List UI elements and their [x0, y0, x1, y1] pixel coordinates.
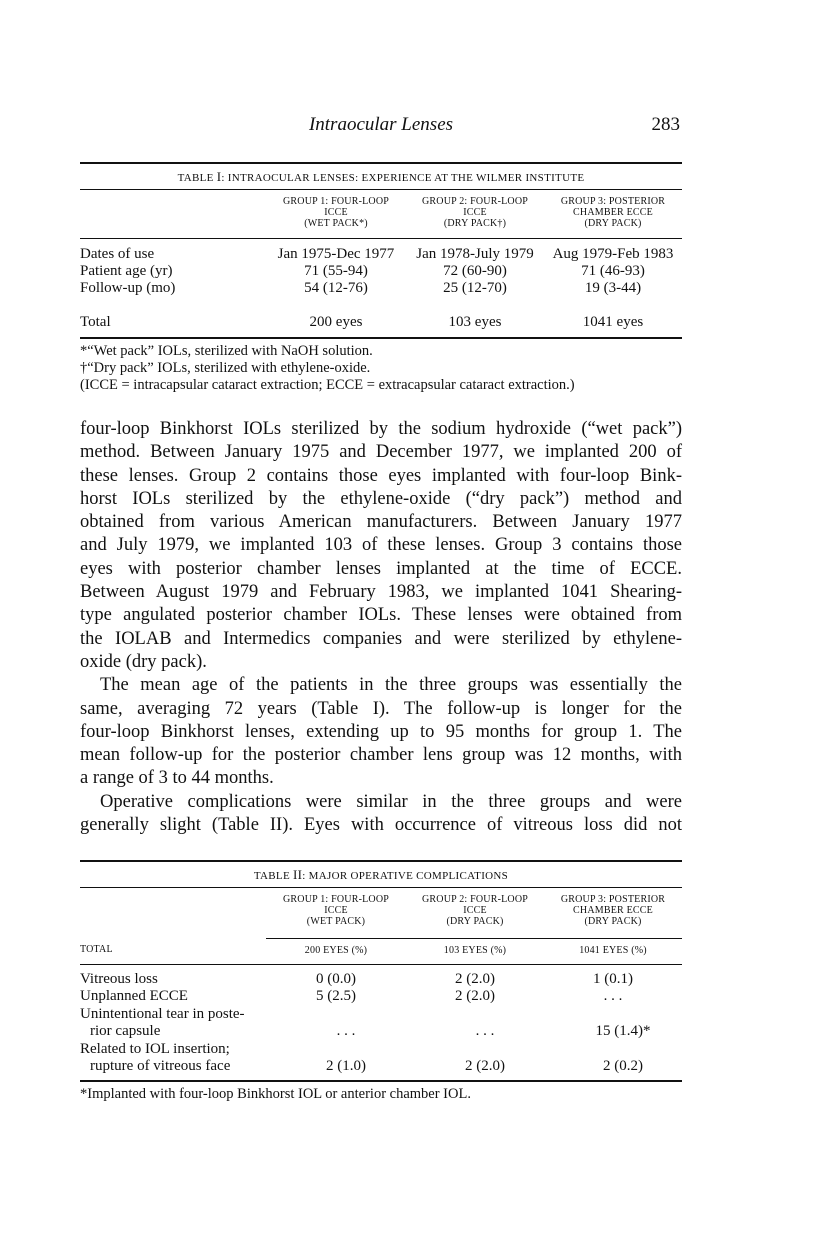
table-1-header-row — [80, 190, 682, 238]
footnote: *“Wet pack” IOLs, sterilized with NaOH solution. — [80, 343, 373, 359]
table-row: Unintentional tear in poste- — [80, 1005, 245, 1022]
table-row: Patient age (yr) 71 (55-94) 72 (60-90) 71 (46-93) — [80, 263, 645, 279]
paragraph: Operative complications were similar in the three groups and were generally slight (Table II). Eyes with occurrence of vitreous loss did not — [80, 791, 682, 836]
column-header: GROUP 3: POSTERIOR CHAMBER ECCE (DRY PACK) — [560, 894, 666, 927]
table-1-footnotes — [80, 339, 682, 394]
column-header: GROUP 2: FOUR-LOOP ICCE (DRY PACK†) — [421, 196, 529, 229]
table-2-total-row: TOTAL 200 EYES (%) 103 EYES (%) 1041 EYES (%) — [80, 934, 682, 964]
paragraph: four-loop Binkhorst IOLs sterilized by the sodium hydroxide (“wet pack”) method. Between January 1975 and December 1977, we implanted 200 of these lenses. Group 2 contains those eyes implanted with four-loop Bink- horst IOLs sterilized by the ethylene-oxide (“dry pack”) method and obtained from various American manufacturers. Between January 1977 and July 1979, we implanted 103 of these lenses. Group 3 contains those eyes with posterior chamber lenses implanted at the time of ECCE. Between August 1979 and February 1983, we implanted 1041 Shearing- type angulated posterior chamber IOLs. These lenses were obtained from the IOLAB and Intermedics companies and were sterilized by ethylene- oxide (dry pack). — [80, 419, 682, 672]
column-header: GROUP 1: FOUR-LOOP ICCE (WET PACK) — [282, 894, 390, 927]
table-row: Unplanned ECCE 5 (2.5) 2 (2.0) . . . — [80, 988, 623, 1005]
body-text — [80, 418, 682, 837]
table-2-header-row — [80, 888, 682, 934]
footnote: †“Dry pack” IOLs, sterilized with ethylene-oxide. — [80, 360, 371, 376]
table-total-row: Total 200 eyes 103 eyes 1041 eyes — [80, 314, 644, 330]
column-header: GROUP 2: FOUR-LOOP ICCE (DRY PACK) — [421, 894, 529, 927]
table-row: Related to IOL insertion; — [80, 1040, 230, 1057]
table-row: rupture of vitreous face 2 (1.0) 2 (2.0) 2 (0.2) — [90, 1058, 643, 1075]
table-1-caption: TABLE I: INTRAOCULAR LENSES: EXPERIENCE AT THE WILMER INSTITUTE — [177, 169, 585, 184]
column-header: GROUP 1: FOUR-LOOP ICCE (WET PACK*) — [282, 196, 390, 229]
table-2-footnote: *Implanted with four-loop Binkhorst IOL or anterior chamber IOL. — [80, 1086, 471, 1103]
table-2-caption: TABLE II: MAJOR OPERATIVE COMPLICATIONS — [253, 867, 509, 882]
table-1 — [80, 162, 682, 394]
running-title: Intraocular Lenses — [308, 114, 454, 135]
table-row: Dates of use Jan 1975-Dec 1977 Jan 1978-July 1979 Aug 1979-Feb 1983 — [80, 246, 674, 262]
table-row: rior capsule . . . . . . 15 (1.4)* — [90, 1023, 651, 1040]
table-row: Follow-up (mo) 54 (12-76) 25 (12-70) 19 (3-44) — [80, 280, 642, 296]
page-number: 283 — [651, 114, 680, 135]
paragraph: The mean age of the patients in the three groups was essentially the same, averaging 72 years (Table I). The follow-up is longer for the four-loop Binkhorst lenses, extending up to 95 months for group 1. The mean follow-up for the posterior chamber lens group was 12 months, with a range of 3 to 44 months. — [80, 675, 682, 789]
column-header: GROUP 3: POSTERIOR CHAMBER ECCE (DRY PACK) — [560, 196, 666, 229]
table-row: Vitreous loss 0 (0.0) 2 (2.0) 1 (0.1) — [80, 971, 633, 987]
table-2 — [80, 860, 682, 1103]
running-head — [80, 114, 682, 138]
footnote: (ICCE = intracapsular cataract extraction; ECCE = extracapsular cataract extraction.) — [80, 377, 575, 393]
